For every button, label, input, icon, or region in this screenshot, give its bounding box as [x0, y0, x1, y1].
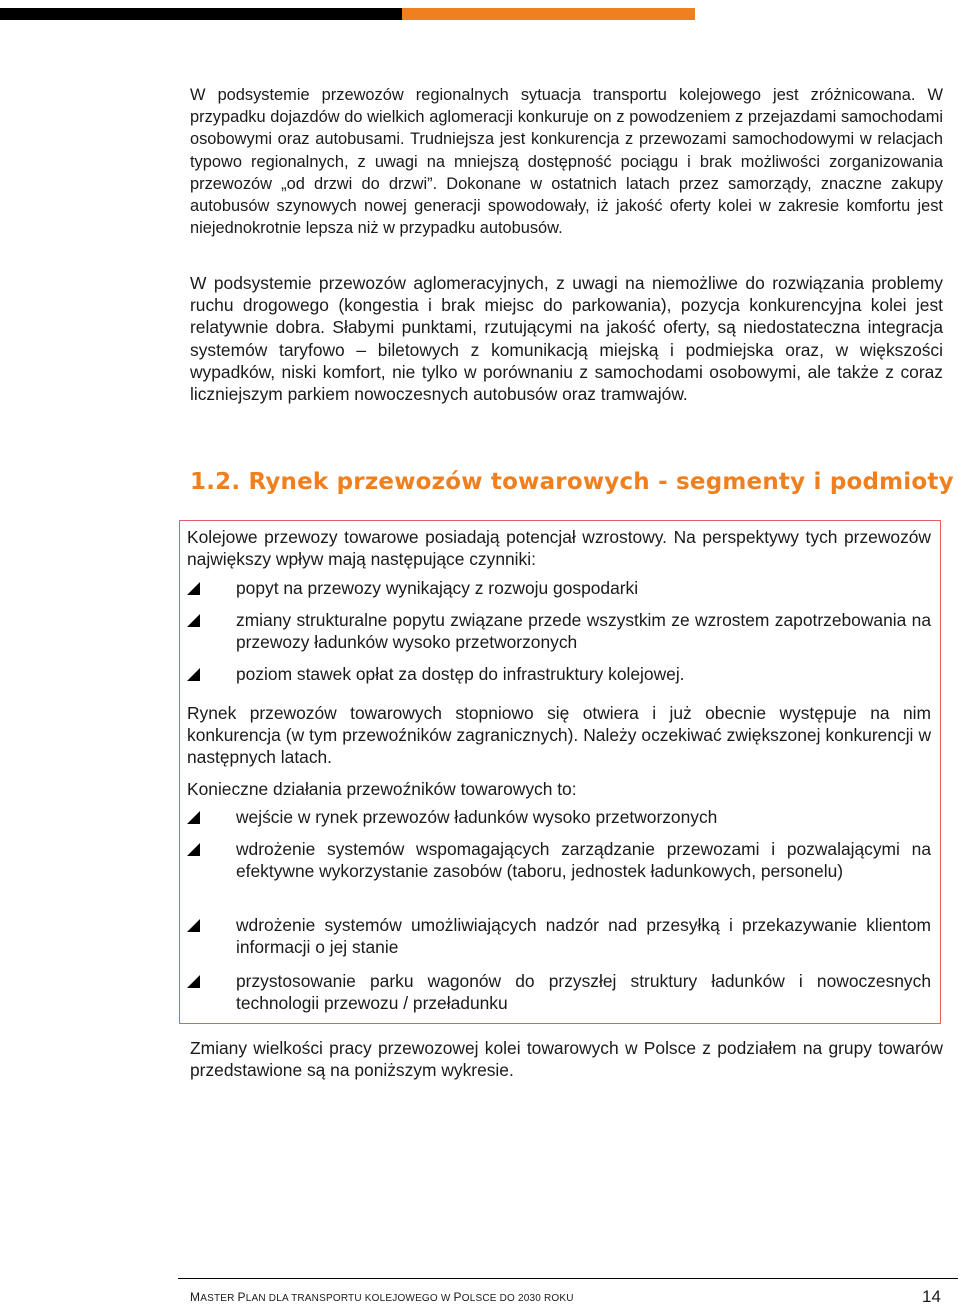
factor-text: poziom stawek opłat za dostęp do infrastruktury kolejowej.: [236, 664, 685, 684]
action-text: wdrożenie systemów umożliwiających nadzór nad przesyłką i przekazywanie klientom informacji o jej stanie: [236, 915, 931, 958]
factor-text: popyt na przewozy wynikający z rozwoju gospodarki: [236, 578, 639, 598]
action-text: przystosowanie parku wagonów do przyszłej struktury ładunków i nowoczesnych technologii przewozu / przeładunku: [236, 971, 931, 1014]
box-intro: Kolejowe przewozy towarowe posiadają potencjał wzrostowy. Na perspektywy tych przewozów największy wpływ mają następujące czynniki:: [187, 527, 931, 570]
actions-intro: Konieczne działania przewoźników towarowych to:: [187, 779, 577, 799]
page-number: 14: [922, 1287, 941, 1306]
paragraph-regional: W podsystemie przewozów regionalnych sytuacja transportu kolejowego jest zróżnicowana. W przypadku dojazdów do wielkich aglomeracji konkuruje on z powodzeniem z przejazdami samochodami osobowymi oraz autobusami. Trudniejsza jest konkurencja z przewozami samochodowymi w relacjach typowo regionalnych, z uwagi na mniejszą dostępność pociągu i brak możliwości zorganizowania przewozów „od drzwi do drzwi”. Dokonane w ostatnich latach przez samorządy, znaczne zakupy autobusów szynowych nowej generacji spowodowały, iż jakość oferty kolei w zakresie komfortu jest niejednokrotnie lepsza niż w przypadku autobusów.: [190, 86, 943, 238]
header-band-black: [0, 8, 402, 20]
action-text: wdrożenie systemów wspomagających zarządzanie przewozami i pozwalającymi na efektywne wykorzystanie zasobów (taboru, jednostek ładunkowych, personelu): [236, 839, 931, 882]
factor-text: zmiany strukturalne popytu związane przede wszystkim ze wzrostem zapotrzebowania na przewozy ładunków wysoko przetworzonych: [236, 610, 931, 653]
footer-title: MASTER PLAN DLA TRANSPORTU KOLEJOWEGO W POLSCE DO 2030 ROKU: [190, 1290, 574, 1304]
footer-rule: [178, 1278, 958, 1279]
action-text: wejście w rynek przewozów ładunków wysoko przetworzonych: [236, 807, 718, 827]
chart-intro-paragraph: Zmiany wielkości pracy przewozowej kolei towarowych w Polsce z podziałem na grupy towarów przedstawione są na poniższym wykresie.: [190, 1038, 943, 1081]
header-band-orange: [402, 8, 695, 20]
paragraph-agglomeration: W podsystemie przewozów aglomeracyjnych, z uwagi na niemożliwe do rozwiązania problemy ruchu drogowego (kongestia i brak miejsc do parkowania), pozycja konkurencyjna kolei jest relatywnie dobra. Słabymi punktami, rzutującymi na jakość oferty, są niedostateczna integracja systemów taryfowo – biletowych z komunikacją miejską i podmiejska oraz, w większości wypadków, niski komfort, nie tylko w porównaniu z samochodami osobowymi, ale także z coraz liczniejszym parkiem nowoczesnych autobusów oraz tramwajów.: [190, 273, 943, 405]
market-paragraph: Rynek przewozów towarowych stopniowo się otwiera i już obecnie występuje na nim konkurencja (w tym przewoźników zagranicznych). Należy oczekiwać zwiększonej konkurencji w następnych latach.: [187, 703, 931, 768]
section-heading: 1.2. Rynek przewozów towarowych - segmenty i podmioty: [190, 469, 954, 495]
